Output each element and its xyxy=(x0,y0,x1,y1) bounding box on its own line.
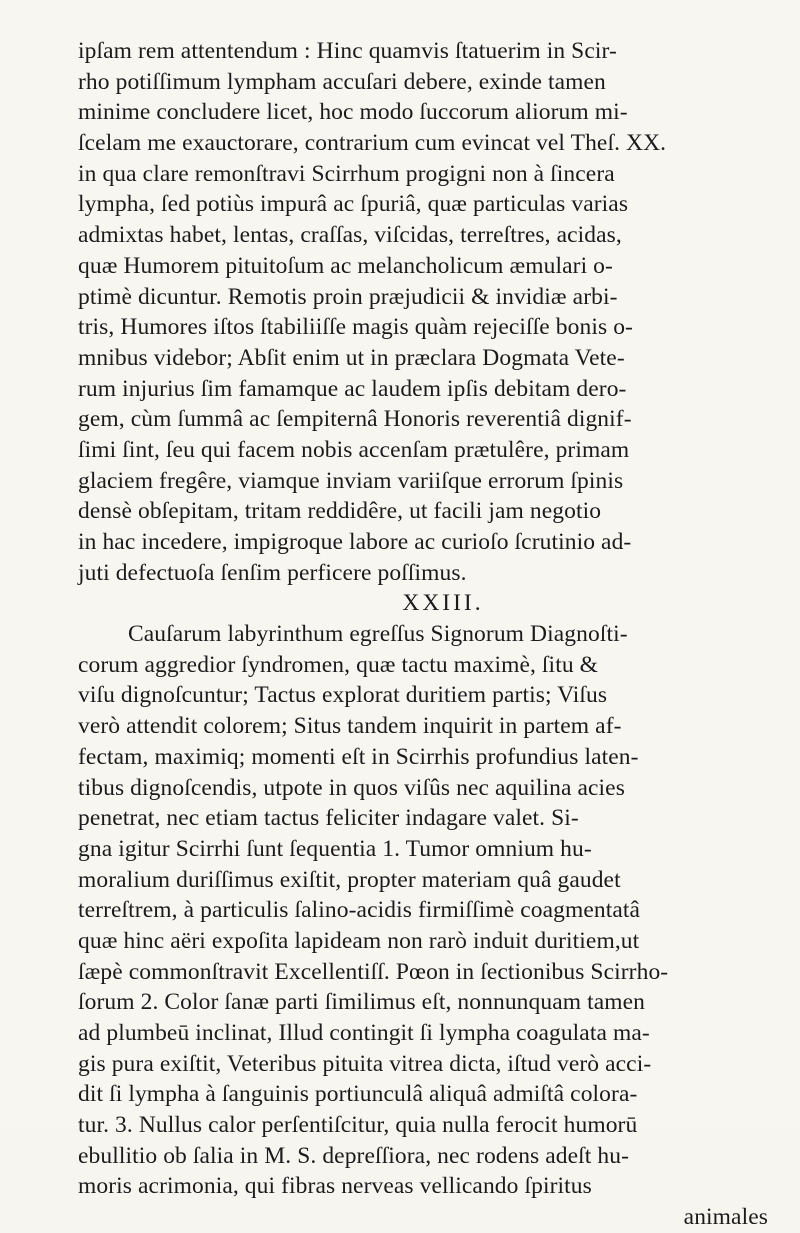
text-line: glaciem fregêre, viamque inviam variiſque errorum ſpinis xyxy=(78,467,624,494)
text-line: rum injurius ſim famamque ac laudem ipſis debitam dero- xyxy=(78,375,627,402)
text-line: ebullitio ob ſalia in M. S. depreſſiora, nec rodens adeſt hu- xyxy=(78,1142,630,1169)
text-line: gem, cùm ſummâ ac ſempiternâ Honoris reverentiâ dignif- xyxy=(78,406,632,433)
text-line: ipſam rem attentendum : Hinc quamvis ſtatuerim in Scir- xyxy=(78,38,617,64)
text-line: densè obſepitam, tritam reddidêre, ut facili jam negotio xyxy=(78,498,602,525)
text-line: ſimi ſint, ſeu qui facem nobis accenſam prætulêre, primam xyxy=(78,436,630,463)
text-line: Cauſarum labyrinthum egreſſus Signorum Diagnoſti- xyxy=(128,621,628,648)
text-line: tibus dignoſcendis, utpote in quos viſûs nec aquilina acies xyxy=(78,774,625,801)
text-line: ſæpè commonſtravit Excellentiſſ. Pœon in ſectionibus Scirrho- xyxy=(78,958,669,985)
text-line: dit ſi lympha à ſanguinis portiunculâ aliquâ admiſtâ colora- xyxy=(78,1081,638,1108)
text-line: quæ hinc aëri expoſita lapideam non rarò induit duritiem,ut xyxy=(78,927,640,954)
text-line: admixtas habet, lentas, craſſas, viſcidas, terreſtres, acidas, xyxy=(78,222,622,249)
text-line: rho potiſſimum lympham accuſari debere, exinde tamen xyxy=(78,68,606,95)
text-line: in qua clare remonſtravi Scirrhum progigni non à ſincera xyxy=(78,160,615,187)
text-line: minime concludere licet, hoc modo ſuccorum aliorum mi- xyxy=(78,99,628,126)
text-line: verò attendit colorem; Situs tandem inquirit in partem af- xyxy=(78,713,622,740)
text-line: quæ Humorem pituitoſum ac melancholicum æmulari o- xyxy=(78,252,613,279)
text-line: gis pura exiſtit, Veteribus pituita vitrea dicta, iſtud verò acci- xyxy=(78,1050,652,1077)
text-line: moris acrimonia, qui fibras nerveas vellicando ſpiritus xyxy=(78,1173,592,1200)
text-line: fectam, maximiq; momenti eſt in Scirrhis profundius laten- xyxy=(78,743,639,770)
text-line: mnibus videbor; Abſit enim ut in præclara Dogmata Vete- xyxy=(78,344,625,371)
text-line: juti defectuoſa ſenſim perficere poſſimus. xyxy=(78,559,467,586)
text-line: ad plumbeū inclinat, Illud contingit ſi lympha coagulata ma- xyxy=(78,1020,650,1046)
text-line: ſcelam me exauctorare, contrarium cum evincat vel Theſ. XX. xyxy=(78,130,667,157)
text-line: lympha, ſed potiùs impurâ ac ſpuriâ, quæ particulas varias xyxy=(78,191,629,218)
text-line: tris, Humores iſtos ſtabiliiſſe magis quàm rejeciſſe bonis o- xyxy=(78,314,633,341)
text-line: gna igitur Scirrhi ſunt ſequentia 1. Tumor omnium hu- xyxy=(78,835,592,862)
section-number: XXIII. xyxy=(402,590,484,617)
text-line: ſorum 2. Color ſanæ parti ſimilimus eſt, nonnunquam tamen xyxy=(78,989,646,1016)
text-line: terreſtrem, à particulis ſalino-acidis firmiſſimè coagmentatâ xyxy=(78,897,641,924)
catchword: animales xyxy=(683,1204,768,1231)
text-column xyxy=(78,36,768,1233)
text-line: penetrat, nec etiam tactus feliciter indagare valet. Si- xyxy=(78,805,579,832)
text-line: in hac incedere, impigroque labore ac curioſo ſcrutinio ad- xyxy=(78,529,632,555)
text-line: moralium duriſſimus exiſtit, propter materiam quâ gaudet xyxy=(78,866,621,893)
text-line: ptimè dicuntur. Remotis proin præjudicii & invidiæ arbi- xyxy=(78,283,618,310)
text-line: corum aggredior ſyndromen, quæ tactu maximè, ſitu & xyxy=(78,651,599,678)
text-line: tur. 3. Nullus calor perſentiſcitur, quia nulla ferocit humorū xyxy=(78,1112,638,1139)
text-line: viſu dignoſcuntur; Tactus explorat duritiem partis; Viſus xyxy=(78,682,608,709)
